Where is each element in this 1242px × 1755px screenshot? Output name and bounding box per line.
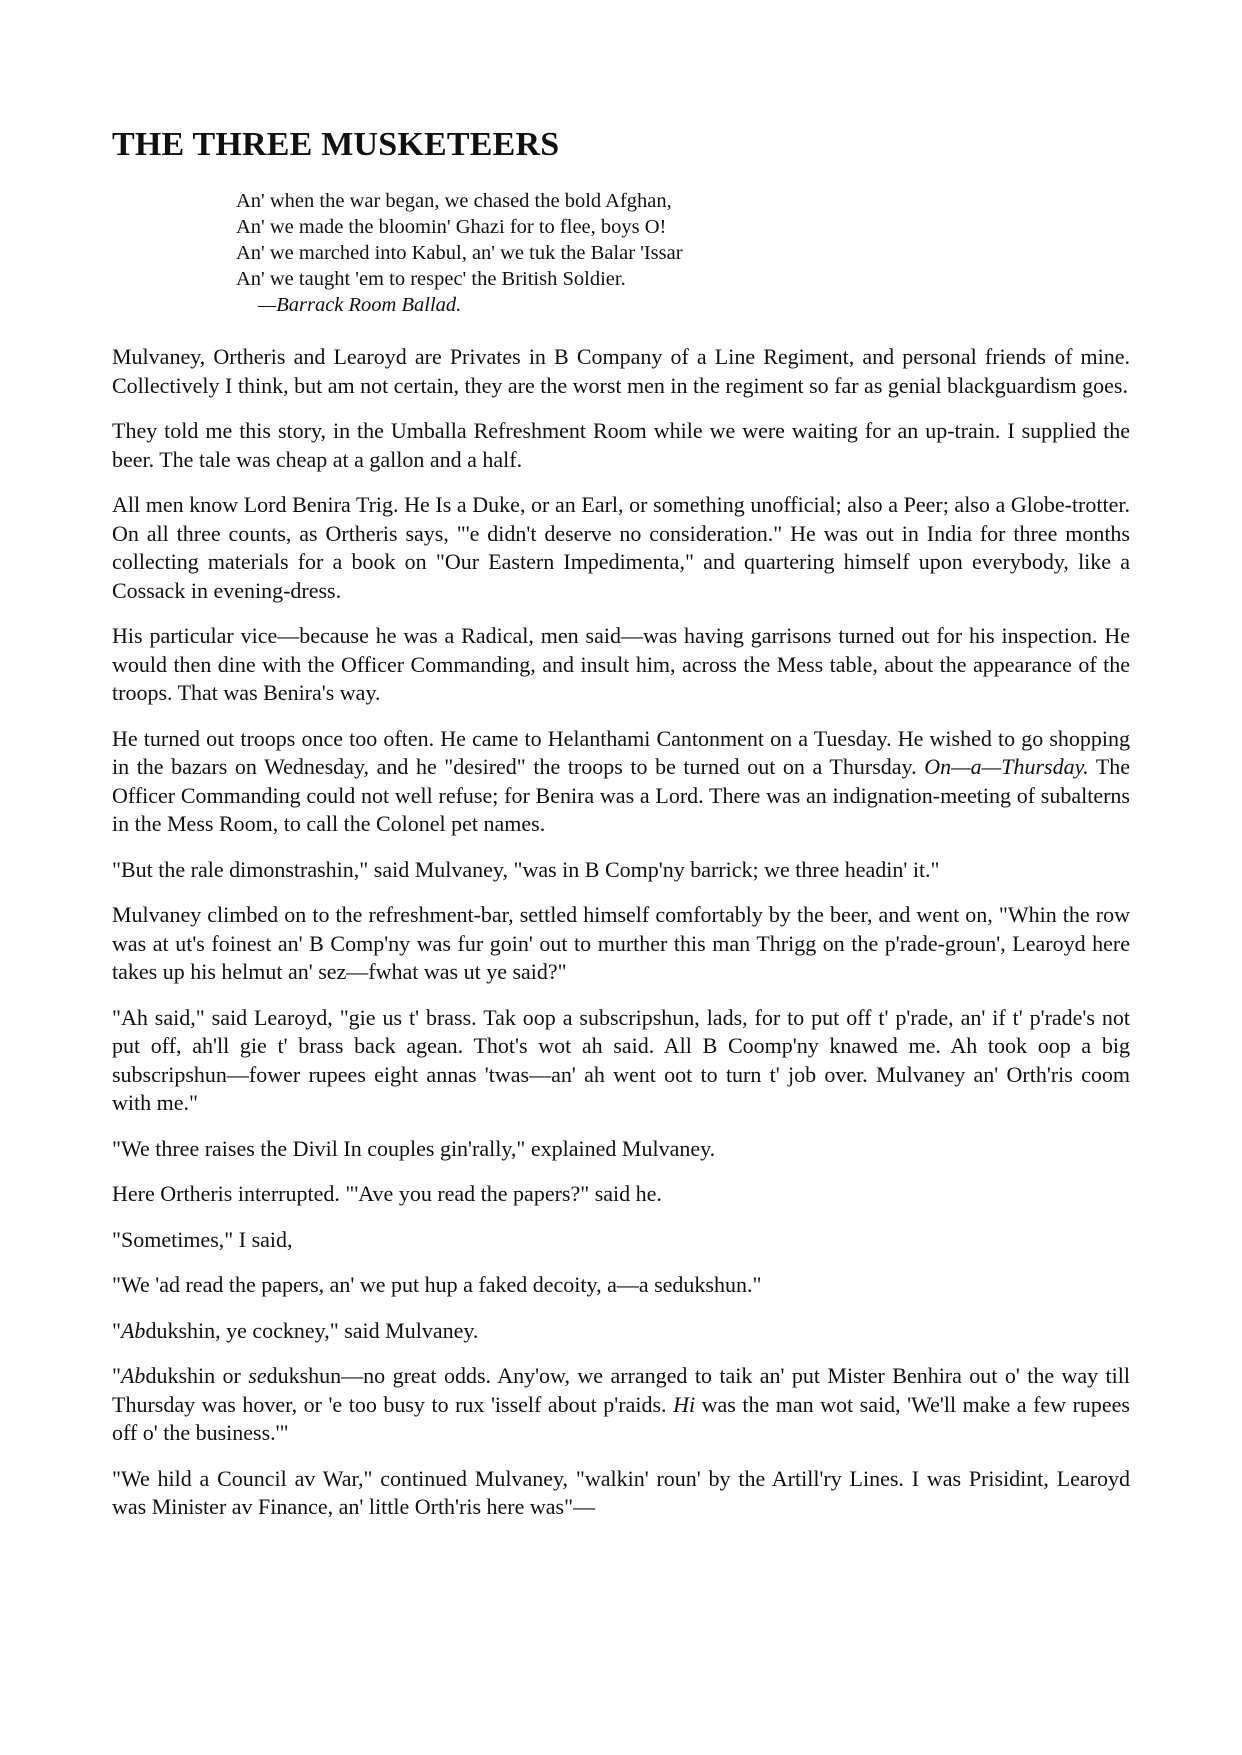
epigraph-line: An' we made the bloomin' Ghazi for to flee, boys O! <box>236 216 667 238</box>
emphasis-text: Ab <box>120 1317 146 1343</box>
paragraph-text: dukshun—no great odds. Any'ow, we arranged to taik an' put Mister Benhira out o' the way till Thursday was hover, or 'e too busy to rux 'isself about p'raids. <box>112 1363 1130 1417</box>
paragraph-text: " <box>112 1363 121 1388</box>
paragraph: "But the rale dimonstrashin," said Mulvaney, "was in B Comp'ny barrick; we three headin' it." <box>112 856 940 882</box>
paragraph: "Sometimes," I said, <box>112 1226 293 1252</box>
paragraph: "We three raises the Divil In couples gin'rally," explained Mulvaney. <box>112 1135 716 1161</box>
paragraph-text: was the man wot said, 'We'll make a few rupees off o' the business.'" <box>112 1391 1130 1445</box>
paragraph: "We 'ad read the papers, an' we put hup a faked decoity, a—a sedukshun." <box>112 1272 762 1297</box>
emphasis-text: se <box>248 1363 267 1388</box>
paragraph: Mulvaney climbed on to the refreshment-bar, settled himself comfortably by the beer, and went on, "Whin the row was at ut's foinest an' B Comp'ny was fur goin' out to murther this man Thrigg on the p'rade-groun', Learoyd here takes up his helmut an' sez—fwhat was ut ye said?" <box>112 902 1130 984</box>
paragraph <box>112 1317 1130 1346</box>
paragraph: All men know Lord Benira Trig. He Is a Duke, or an Earl, or something unofficial; also a Peer; also a Globe-trotter. On all three counts, as Ortheris says, "'e didn't deserve no consideration." He was out in India for three months collecting materials for a book on "Our Eastern Impedimenta," and quartering himself upon everybody, like a Cossack in evening-dress. <box>112 492 1130 603</box>
emphasis-text: On—a—Thursday. <box>924 754 1089 779</box>
paragraph-text: He turned out troops once too often. He came to Helanthami Cantonment on a Tuesday. He wished to go shopping in the bazars on Wednesday, and he "desired" the troops to be turned out on a Thursday. <box>112 725 1130 779</box>
epigraph <box>236 188 1130 318</box>
paragraph: They told me this story, in the Umballa Refreshment Room while we were waiting for an up-train. I supplied the beer. The tale was cheap at a gallon and a half. <box>112 418 1130 472</box>
paragraph-text: " <box>112 1317 121 1343</box>
emphasis-text: Hi <box>673 1391 696 1417</box>
paragraph-text: dukshin, ye cockney," said Mulvaney. <box>145 1317 479 1343</box>
paragraph-text: The Officer Commanding could not well refuse; for Benira was a Lord. There was an indignation-meeting of subalterns in the Mess Room, to call the Colonel pet names. <box>112 754 1131 836</box>
paragraph-text: dukshin or <box>145 1363 249 1388</box>
epigraph-line: An' when the war began, we chased the bold Afghan, <box>236 190 672 212</box>
chapter-title: THE THREE MUSKETEERS <box>112 126 560 163</box>
paragraph: Here Ortheris interrupted. "'Ave you read the papers?" said he. <box>112 1181 662 1206</box>
paragraph: His particular vice—because he was a Radical, men said—was having garrisons turned out for his inspection. He would then dine with the Officer Commanding, and insult him, across the Mess table, about the appearance of the troops. That was Benira's way. <box>112 623 1130 705</box>
epigraph-line: An' we taught 'em to respec' the British Soldier. <box>236 268 626 290</box>
paragraph: Mulvaney, Ortheris and Learoyd are Privates in B Company of a Line Regiment, and personal friends of mine. Collectively I think, but am not certain, they are the worst men in the regiment so far as genial blackguardism goes. <box>112 344 1130 398</box>
paragraph: "Ah said," said Learoyd, "gie us t' brass. Tak oop a subscripshun, lads, for to put off t' p'rade, an' if t' p'rade's not put off, ah'll gie t' brass back agean. Thot's wot ah said. All B Coomp'ny knawed me. Ah took oop a big subscripshun—fower rupees eight annas 'twas—an' ah went oot to turn t' job over. Mulvaney an' Orth'ris coom with me." <box>112 1004 1130 1115</box>
emphasis-text: Ab <box>120 1363 146 1388</box>
paragraph: "We hild a Council av War," continued Mulvaney, "walkin' roun' by the Artill'ry Lines. I was Prisidint, Learoyd was Minister av Finance, an' little Orth'ris here was"— <box>112 1465 1130 1519</box>
page-content <box>112 108 1130 1539</box>
paragraph <box>112 1362 1130 1448</box>
epigraph-line: An' we marched into Kabul, an' we tuk the Balar 'Issar <box>236 242 683 264</box>
paragraph <box>112 725 1130 839</box>
epigraph-attribution: —Barrack Room Ballad. <box>258 294 462 316</box>
